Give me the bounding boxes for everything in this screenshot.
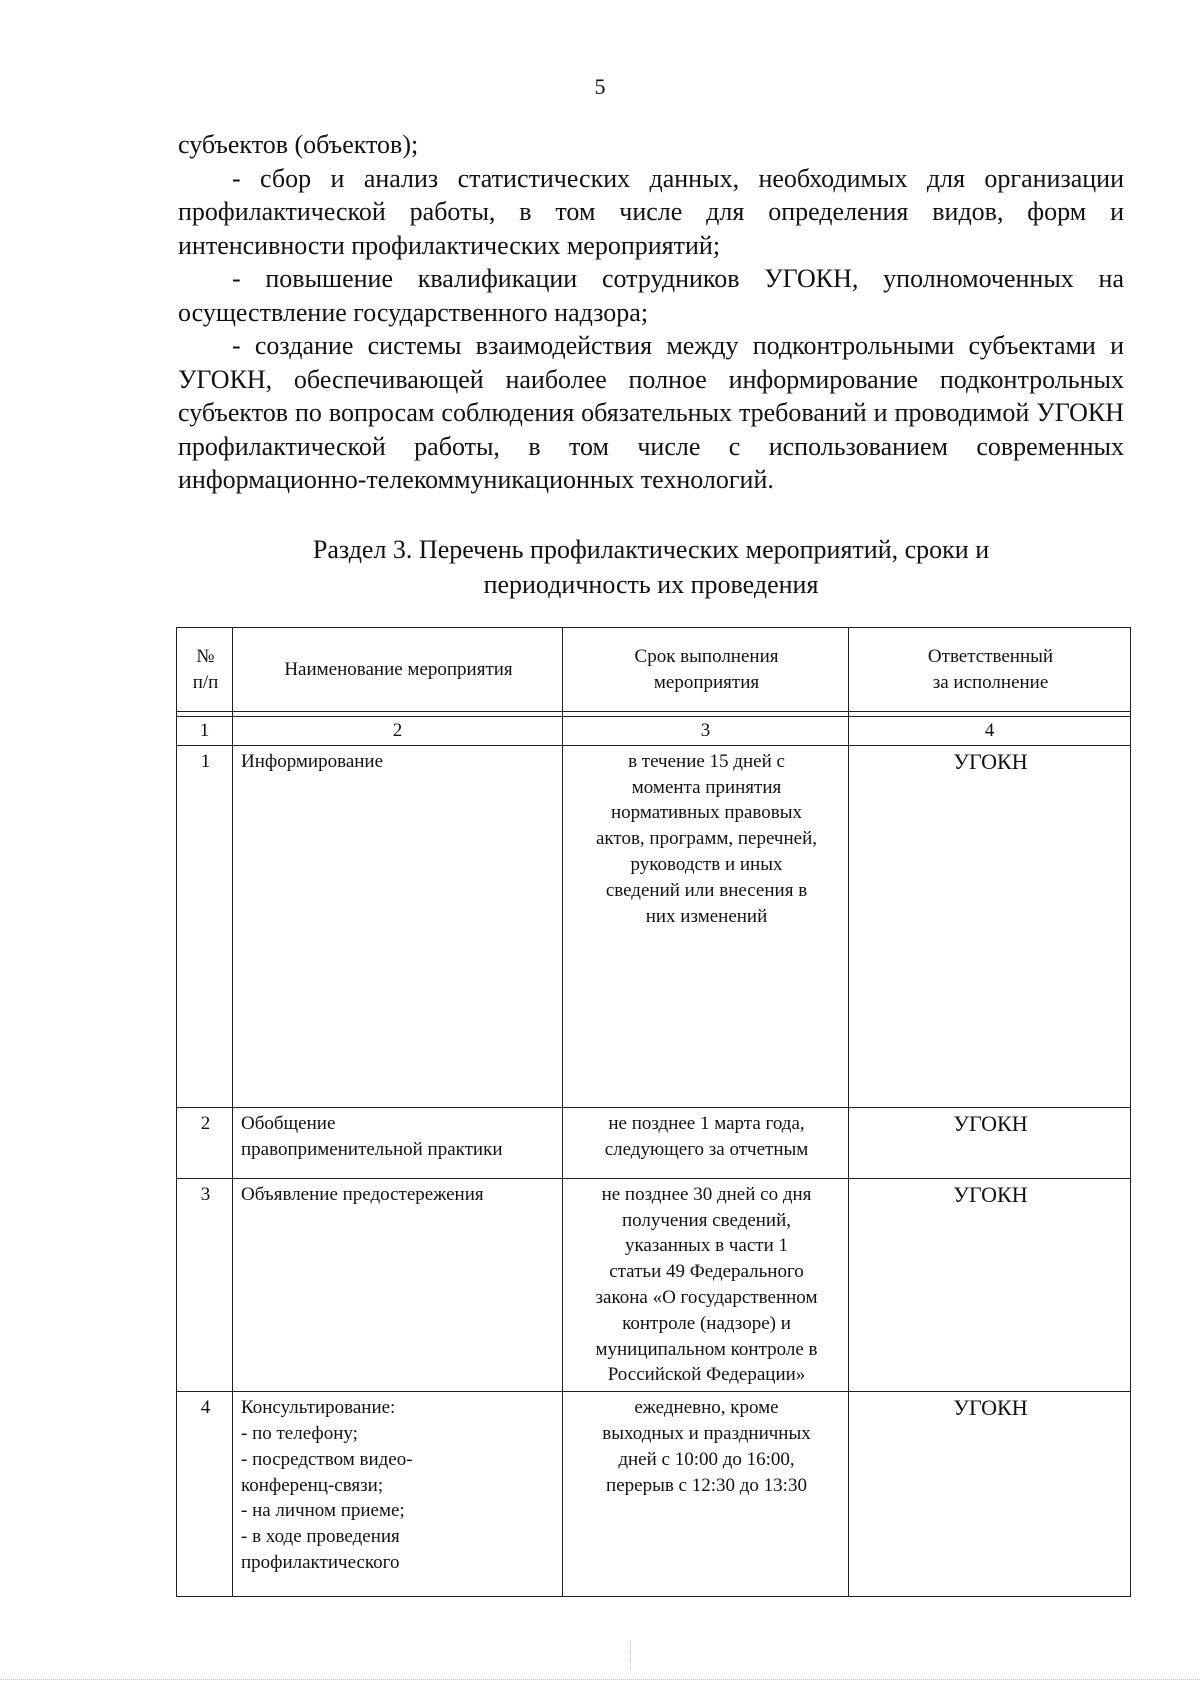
activities-table (176, 627, 1131, 1597)
deadline-cell: в течение 15 дней с момента принятия нормативных правовых актов, программ, перечней, руководств и иных сведений или внесения в них изменений (563, 745, 849, 1107)
column-number: 4 (849, 717, 1131, 746)
scan-artifact (630, 1640, 632, 1670)
section-title-line: Раздел 3. Перечень профилактических мероприятий, сроки и (312, 535, 990, 564)
deadline-cell: не позднее 1 марта года, следующего за отчетным (563, 1107, 849, 1178)
row-number: 4 (177, 1392, 233, 1597)
header-responsible: Ответственный за исполнение (849, 628, 1131, 712)
deadline-cell: ежедневно, кроме выходных и праздничных дней с 10:00 до 16:00, перерыв с 12:30 до 13:30 (563, 1392, 849, 1597)
activity-name: Объявление предостережения (233, 1178, 563, 1391)
table-row (177, 1107, 1131, 1178)
responsible-cell: УГОКН (849, 1392, 1131, 1597)
header-num: № п/п (177, 628, 233, 712)
body-text (178, 128, 1124, 497)
responsible-cell: УГОКН (849, 1178, 1131, 1391)
row-number: 2 (177, 1107, 233, 1178)
paragraph: субъектов (объектов); (178, 130, 419, 159)
header-deadline: Срок выполнения мероприятия (563, 628, 849, 712)
responsible-cell: УГОКН (849, 1107, 1131, 1178)
paragraph: - сбор и анализ статистических данных, необходимых для организации профилактической работы, в том числе для определения видов, форм и интенсивности профилактических мероприятий; (178, 163, 1124, 260)
column-number-row (177, 717, 1131, 746)
paragraph: - повышение квалификации сотрудников УГОКН, уполномоченных на осуществление государственного надзора; (178, 264, 1124, 327)
table-row (177, 745, 1131, 1107)
activity-name: Обобщение правоприменительной практики (233, 1107, 563, 1178)
row-number: 1 (177, 745, 233, 1107)
header-name: Наименование мероприятия (233, 628, 563, 712)
table-header-row (177, 628, 1131, 712)
section-title-line: периодичность их проведения (483, 570, 819, 599)
table-row (177, 1178, 1131, 1391)
responsible-cell: УГОКН (849, 745, 1131, 1107)
table-row (177, 1392, 1131, 1597)
row-number: 3 (177, 1178, 233, 1391)
scan-artifact (0, 1679, 1200, 1681)
activity-name: Консультирование: - по телефону; - посредством видео- конференц-связи; - на личном приеме; - в ходе проведения профилактического (233, 1392, 563, 1597)
deadline-cell: не позднее 30 дней со дня получения сведений, указанных в части 1 статьи 49 Федерального закона «О государственном контроле (надзоре) и муниципальном контроле в Российской Федерации» (563, 1178, 849, 1391)
column-number: 1 (177, 717, 233, 746)
column-number: 3 (563, 717, 849, 746)
page-number: 5 (594, 74, 606, 99)
section-title (178, 532, 1124, 602)
column-number: 2 (233, 717, 563, 746)
paragraph: - создание системы взаимодействия между подконтрольными субъектами и УГОКН, обеспечивающей наиболее полное информирование подконтрольных субъектов по вопросам соблюдения обязательных требований и проводимой УГОКН профилактической работы, в том числе с использованием современных информационно-телекоммуникационных технологий. (178, 331, 1124, 494)
activity-name: Информирование (233, 745, 563, 1107)
